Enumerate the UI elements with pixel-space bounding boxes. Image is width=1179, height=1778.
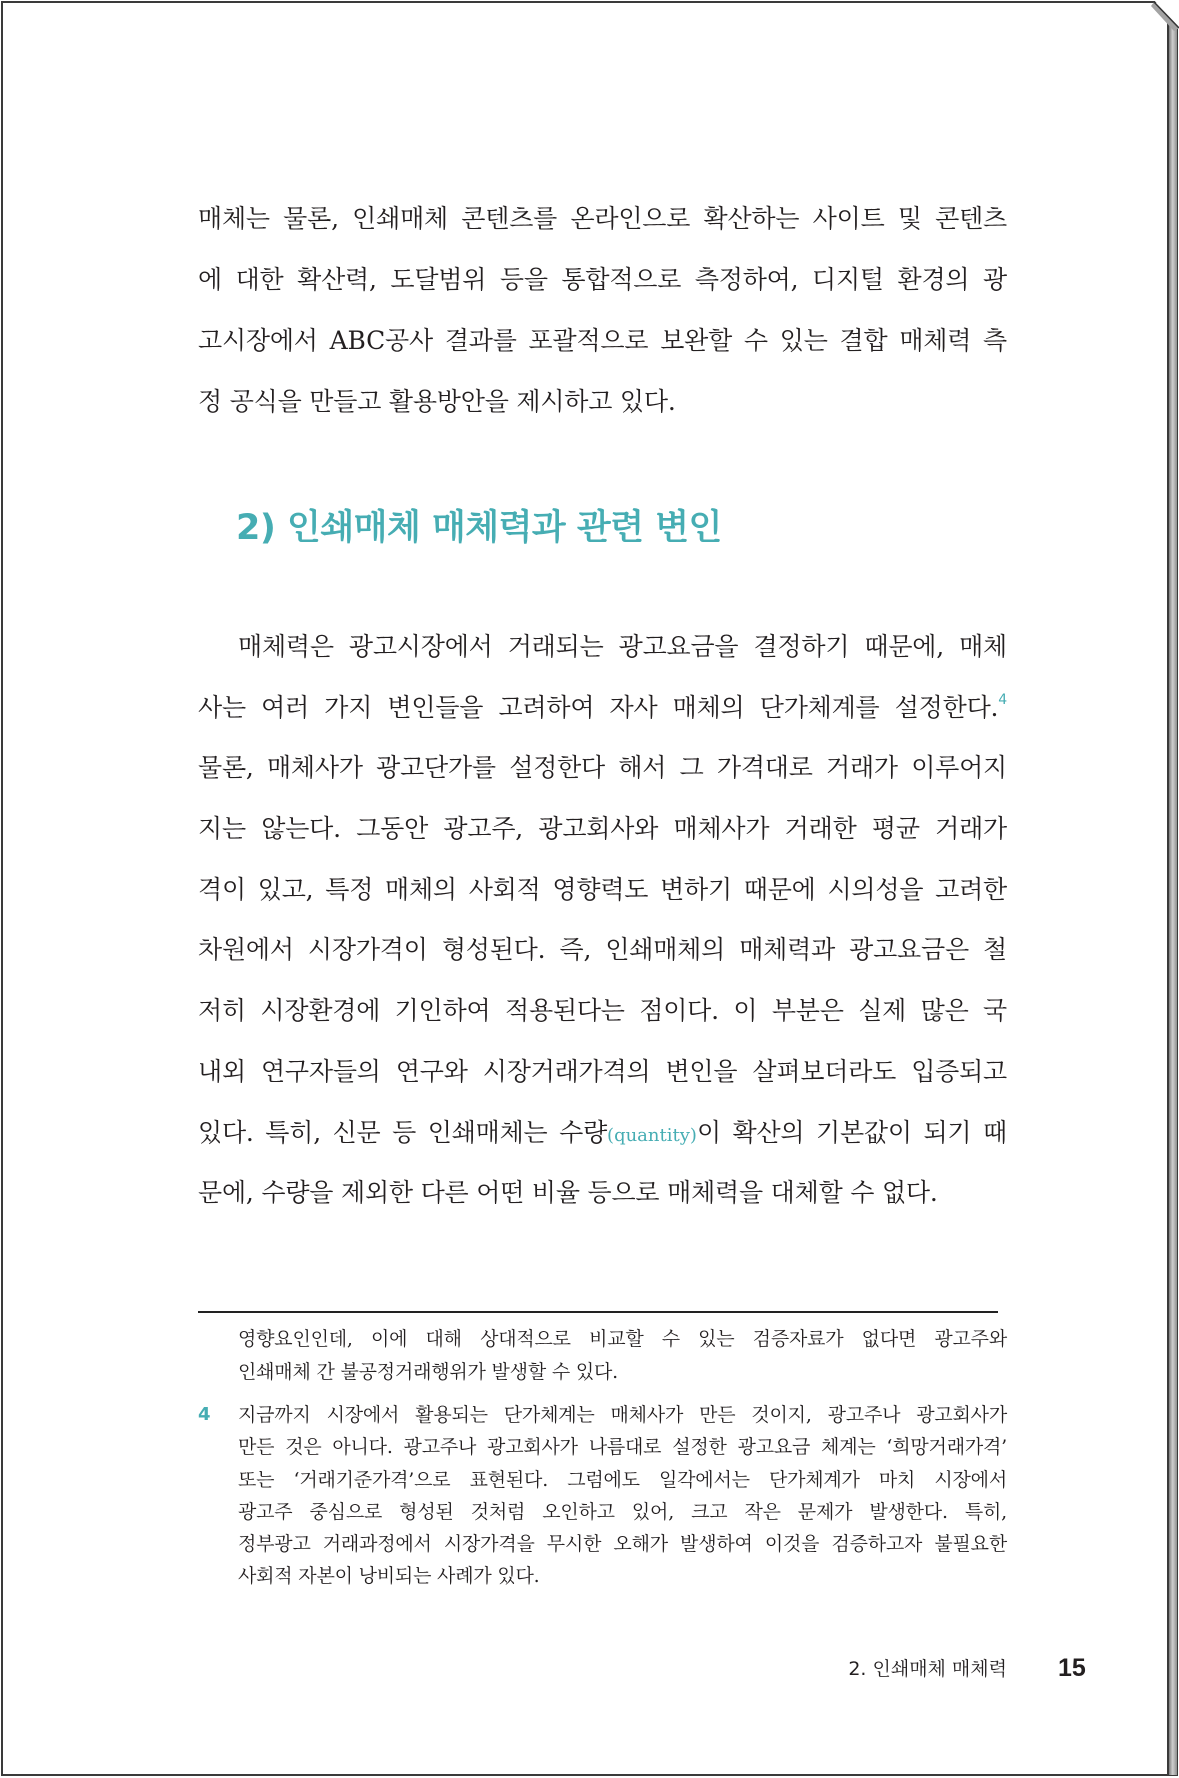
body-line: 매체는 물론, 인쇄매체 콘텐츠를 온라인으로 확산하는 사이트 및 콘텐츠 xyxy=(198,204,1007,233)
paragraph-1 xyxy=(198,188,1007,432)
body-line: 문에, 수량을 제외한 다른 어떤 비율 등으로 매체력을 대체할 수 없다. xyxy=(198,1178,938,1208)
body-line: 격이 있고, 특정 매체의 사회적 영향력도 변하기 때문에 시의성을 고려한 xyxy=(198,874,1007,904)
body-line-text: 사는 여러 가지 변인들을 고려하여 자사 매체의 단가체계를 설정한다. xyxy=(198,692,999,722)
footnote-divider xyxy=(198,1311,998,1313)
body-line-text: 이 확산의 기본값이 되기 때 xyxy=(696,1117,1007,1147)
english-gloss: (quantity) xyxy=(607,1124,697,1146)
page-number: 15 xyxy=(1058,1654,1086,1682)
footnote-line: 인쇄매체 간 불공정거래행위가 발생할 수 있다. xyxy=(238,1361,618,1383)
body-line: 내외 연구자들의 연구와 시장거래가격의 변인을 살펴보더라도 입증되고 xyxy=(198,1056,1007,1086)
body-line xyxy=(198,1103,1007,1164)
running-head: 2. 인쇄매체 매체력 xyxy=(848,1658,1007,1680)
body-line: 매체력은 광고시장에서 거래되는 광고요금을 결정하기 때문에, 매체 xyxy=(238,632,1007,661)
footnote-reference: 4 xyxy=(998,691,1007,708)
footnote-line: 지금까지 시장에서 활용되는 단가체계는 매체사가 만든 것이지, 광고주나 광고회사가 xyxy=(238,1404,1007,1426)
body-line: 고시장에서 ABC공사 결과를 포괄적으로 보완할 수 있는 결합 매체력 측 xyxy=(198,326,1007,355)
footnote-line: 영향요인인데, 이에 대해 상대적으로 비교할 수 있는 검증자료가 없다면 광고주와 xyxy=(238,1328,1007,1350)
body-line xyxy=(198,678,1007,739)
footnote-number: 4 xyxy=(198,1404,211,1425)
body-line: 에 대한 확산력, 도달범위 등을 통합적으로 측정하여, 디지털 환경의 광 xyxy=(198,265,1007,294)
footnote-line: 광고주 중심으로 형성된 것처럼 오인하고 있어, 크고 작은 문제가 발생한다. 특히, xyxy=(238,1500,1007,1523)
body-line: 지는 않는다. 그동안 광고주, 광고회사와 매체사가 거래한 평균 거래가 xyxy=(198,814,1007,844)
body-line: 정 공식을 만들고 활용방안을 제시하고 있다. xyxy=(198,387,676,416)
body-line: 저히 시장환경에 기인하여 적용된다는 점이다. 이 부분은 실제 많은 국 xyxy=(198,996,1007,1026)
footnote-continued xyxy=(238,1323,1007,1389)
body-line: 물론, 매체사가 광고단가를 설정한다 해서 그 가격대로 거래가 이루어지 xyxy=(198,753,1007,783)
page-edge-shadow xyxy=(1169,4,1178,1776)
body-line: 차원에서 시장가격이 형성된다. 즉, 인쇄매체의 매체력과 광고요금은 철 xyxy=(198,935,1007,965)
page-curl xyxy=(1146,0,1179,34)
footnote-line: 사회적 자본이 낭비되는 사례가 있다. xyxy=(238,1565,540,1588)
footnote-4 xyxy=(238,1399,1007,1593)
footnote-line: 정부광고 거래과정에서 시장가격을 무시한 오해가 발생하여 이것을 검증하고자 불필요한 xyxy=(238,1533,1007,1556)
paragraph-2 xyxy=(198,617,1007,1224)
section-heading: 2) 인쇄매체 매체력과 관련 변인 xyxy=(236,508,722,548)
footnote-line: 또는 ‘거래기준가격’으로 표현된다. 그럼에도 일각에서는 단가체계가 마치 시장에서 xyxy=(238,1468,1007,1491)
body-line-text: 있다. 특히, 신문 등 인쇄매체는 수량 xyxy=(198,1117,608,1147)
footnote-line: 만든 것은 아니다. 광고주나 광고회사가 나름대로 설정한 광고요금 체계는 ‘희망거래가격’ xyxy=(238,1436,1007,1459)
